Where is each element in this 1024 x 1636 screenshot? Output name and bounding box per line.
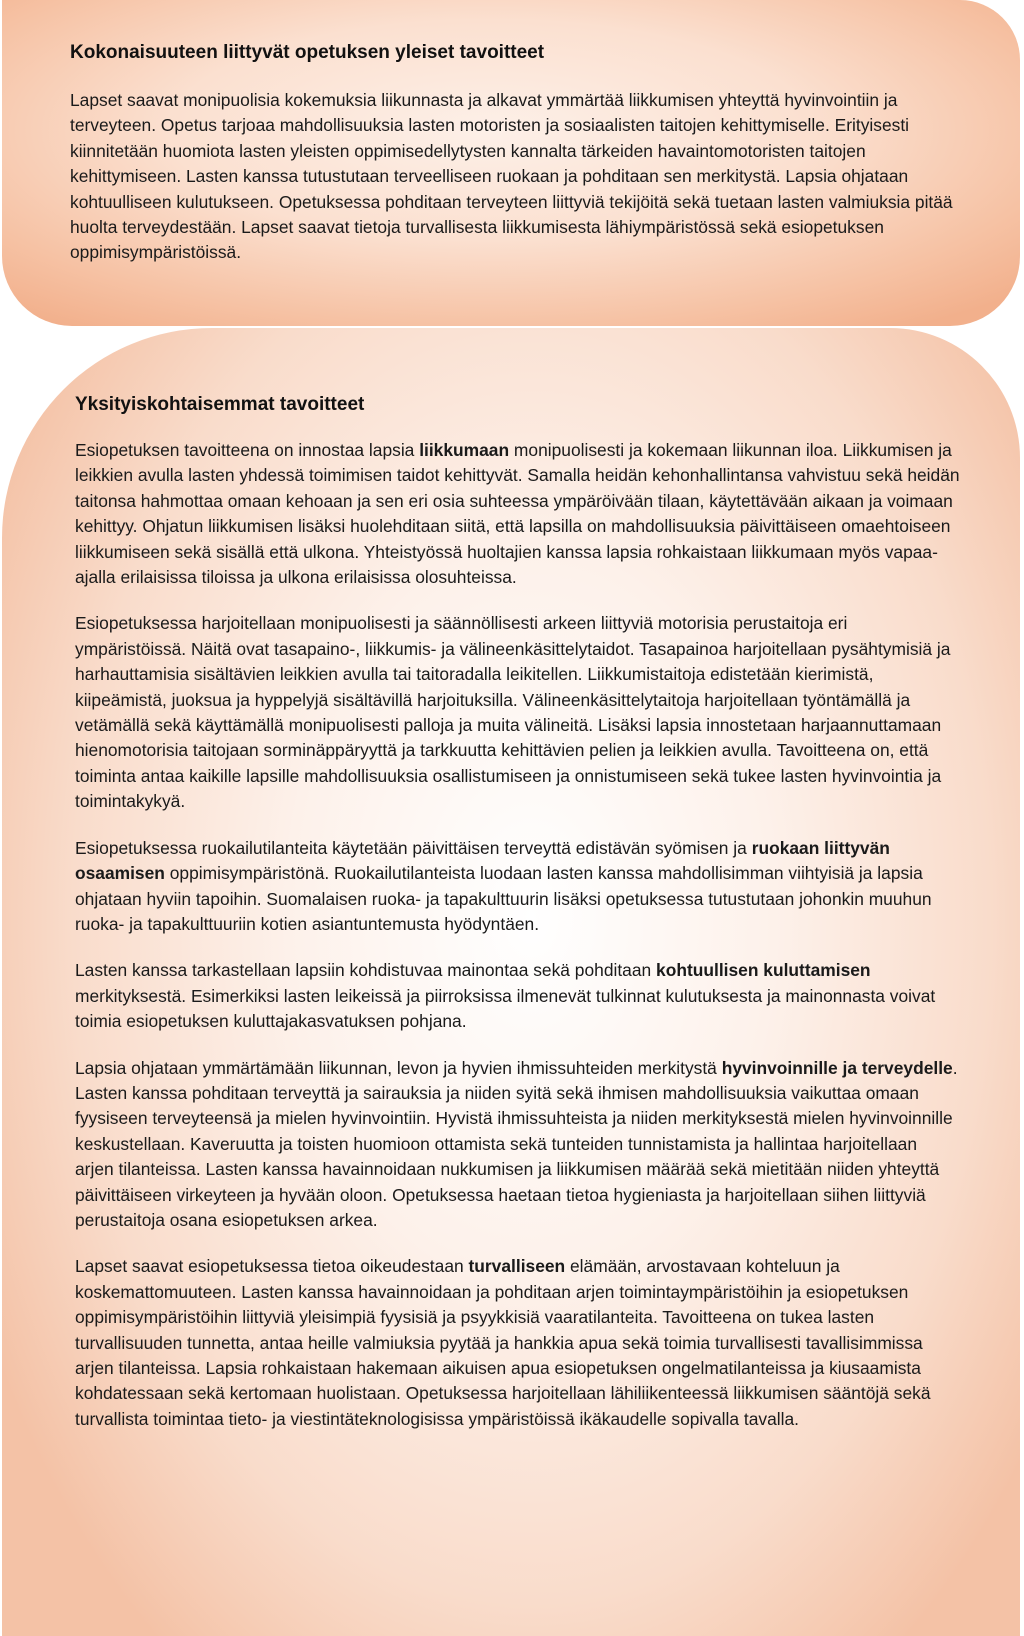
emphasis-text: turvalliseen xyxy=(468,1256,566,1277)
text-segment: Lasten kanssa tarkastellaan lapsiin kohdistuvaa mainontaa sekä pohditaan xyxy=(75,960,657,981)
text-segment: Esiopetuksessa ruokailutilanteita käytetään päivittäisen terveyttä edistävän syömisen ja xyxy=(75,837,752,858)
text-segment: oppimisympäristönä. Ruokailutilanteista luodaan lasten kanssa mahdollisimman viihtyisiä ja lapsia ohjataan hyviin tapoihin. Suomalaisen ruoka- ja tapakulttuurin lisäksi opetuksessa tutustutaan johonkin muuhun ruoka- ja tapakulttuuriin kotien asiantuntemusta hyödyntäen. xyxy=(75,863,932,934)
general-goals-heading: Kokonaisuuteen liittyvät opetuksen yleiset tavoitteet xyxy=(70,42,545,63)
paragraph-wellbeing xyxy=(75,1056,960,1234)
emphasis-text: ruokaan liittyvän osaamisen xyxy=(75,837,890,884)
emphasis-text: liikkumaan xyxy=(419,440,510,460)
general-goals-panel xyxy=(2,0,1020,326)
text-segment: merkityksestä. Esimerkiksi lasten leikeissä ja piirroksissa ilmenevät tulkinnat kulutuksesta ja mainonnasta voivat toimia esiopetuksen kuluttajakasvatuksen pohjana. xyxy=(75,985,936,1032)
paragraph-food xyxy=(75,836,960,938)
emphasis-text: kohtuullisen kuluttamisen xyxy=(656,960,871,981)
paragraph-safety xyxy=(75,1254,960,1432)
general-goals-paragraph: Lapset saavat monipuolisia kokemuksia liikunnasta ja alkavat ymmärtää liikkumisen yhteyttä hyvinvointiin ja terveyteen. Opetus tarjoaa mahdollisuuksia lasten motoristen ja sosiaalisten taitojen kehittymiselle. Erityisesti kiinnitetään huomiota lasten yleisten oppimisedellytysten kannalta tärkeiden havaintomotoristen taitojen kehittymiseen. Lasten kanssa tutustutaan terveelliseen ruokaan ja pohditaan sen merkitystä. Lapsia ohjataan kohtuulliseen kulutukseen. Opetuksessa pohditaan terveyteen liittyviä tekijöitä sekä tuetaan lasten valmiuksia pitää huolta terveydestään. Lapset saavat tietoja turvallisesta liikkumisesta lähiympäristössä sekä esiopetuksen oppimisympäristöissä. xyxy=(70,90,953,263)
text-segment: monipuolisesti ja kokemaan liikunnan iloa. Liikkumisen ja leikkien avulla lasten yhdessä toimimisen taidot kehittyvät. Samalla heidän kehonhallintansa vahvistuu sekä heidän taitonsa hahmottaa omaan kehoaan ja sen eri osia suhteessa ympäröivään tilaan, käytettävään aikaan ja voimaan kehittyy. Ohjatun liikkumisen lisäksi huolehditaan siitä, että lapsilla on mahdollisuuksia päivittäiseen omaehtoiseen liikkumiseen sekä sisällä että ulkona. Yhteistyössä huoltajien kanssa lapsia rohkaistaan liikkumaan myös vapaa-ajalla erilaisissa tiloissa ja ulkona erilaisissa olosuhteissa. xyxy=(75,440,960,588)
text-segment: . Lasten kanssa pohditaan terveyttä ja sairauksia ja niiden syitä sekä ihmisen mahdollisuuksia vaikuttaa omaan fyysiseen terveyteensä ja mielen hyvinvointiin. Hyvistä ihmissuhteista ja niiden merkityksestä mielen hyvinvoinnille keskustellaan. Kaveruutta ja toisten huomioon ottamista sekä tunteiden tunnistamista ja hallintaa harjoitellaan arjen tilanteissa. Lasten kanssa havainnoidaan nukkumisen ja liikkumisen määrää sekä mietitään niiden yhteyttä päivittäiseen virkeyteen ja hyvään oloon. Opetuksessa haetaan tietoa hygieniasta ja harjoitellaan siihen liittyviä perustaitoja osana esiopetuksen arkea. xyxy=(75,1057,958,1230)
detailed-goals-panel xyxy=(2,328,1020,1636)
emphasis-text: hyvinvoinnille ja terveydelle xyxy=(721,1057,953,1078)
paragraph-motor-skills: Esiopetuksessa harjoitellaan monipuolisesti ja säännöllisesti arkeen liittyviä motorisia perustaitoja eri ympäristöissä. Näitä ovat tasapaino-, liikkumis- ja välineenkäsittelytaidot. Tasapainoa harjoitellaan pysähtymisiä ja harhauttamisia sisältävien leikkien avulla tai taitoradalla leikitellen. Liikkumistaitoja edistetään kierimistä, kiipeämistä, juoksua ja hyppelyjä sisältävillä harjoituksilla. Välineenkäsittelytaitoja harjoitellaan työntämällä ja vetämällä sekä käyttämällä monipuolisesti palloja ja muita välineitä. Lisäksi lapsia innostetaan harjaannuttamaan hienomotorisia taitojaan sorminäppäryyttä ja tarkkuutta kehittävien pelien ja leikkien avulla. Tavoitteena on, että toiminta antaa kaikille lapsille mahdollisuuksia osallistumiseen ja onnistumiseen sekä tukee lasten hyvinvointia ja toimintakykyä. xyxy=(75,613,951,812)
paragraph-movement xyxy=(75,438,960,590)
paragraph-consumption xyxy=(75,958,960,1034)
text-segment: Lapsia ohjataan ymmärtämään liikunnan, levon ja hyvien ihmissuhteiden merkitystä xyxy=(75,1057,722,1078)
detailed-goals-heading: Yksityiskohtaisemmat tavoitteet xyxy=(75,394,365,415)
text-segment: elämään, arvostavaan kohteluun ja koskemattomuuteen. Lasten kanssa havainnoidaan ja pohditaan arjen toimintaympäristöihin ja esiopetuksen oppimisympäristöihin liittyviä yleisimpiä fyysisiä ja psyykkisiä vaaratilanteita. Tavoitteena on tukea lasten turvallisuuden tunnetta, antaa heille valmiuksia pyytää ja hankkia apua sekä toimia turvallisesti tavallisimmissa arjen tilanteissa. Lapsia rohkaistaan hakemaan aikuisen apua esiopetuksen ongelmatilanteissa ja kiusaamista kohdatessaan sekä kertomaan huolistaan. Opetuksessa harjoitellaan lähiliikenteessä liikkumisen sääntöjä sekä turvallista toimintaa tieto- ja viestintäteknologisissa ympäristöissä ikäkaudelle sopivalla tavalla. xyxy=(75,1256,931,1429)
text-segment: Lapset saavat esiopetuksessa tietoa oikeudestaan xyxy=(75,1256,469,1277)
text-segment: Esiopetuksen tavoitteena on innostaa lapsia xyxy=(75,440,420,460)
